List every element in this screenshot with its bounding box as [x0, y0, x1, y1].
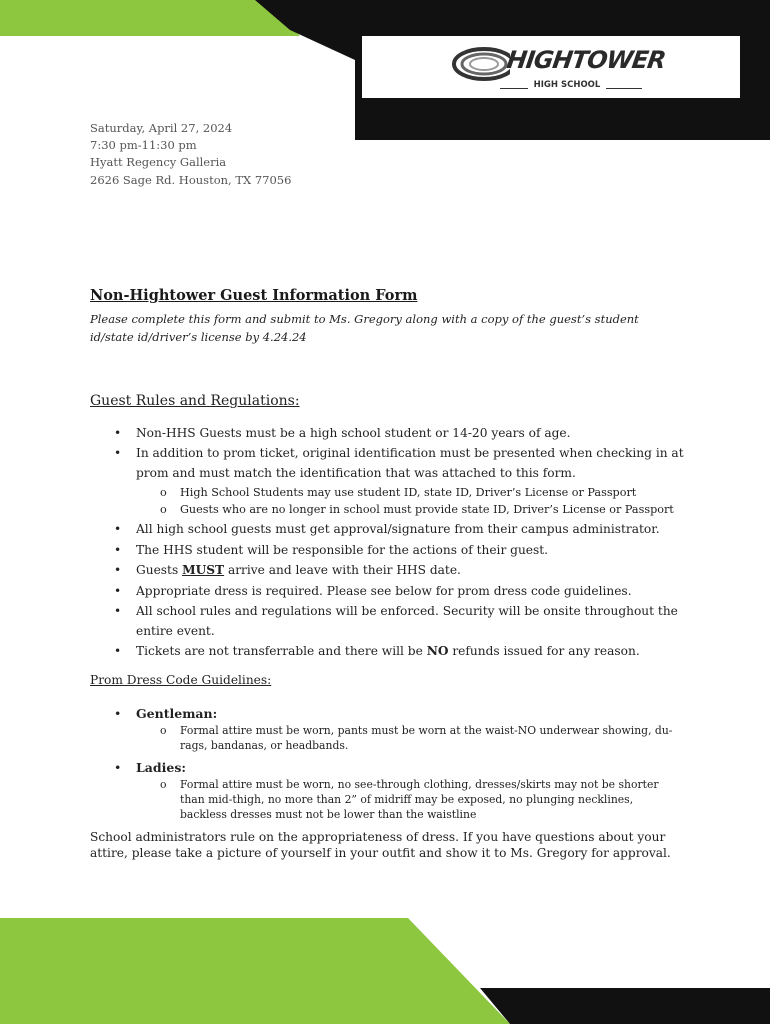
rule-text-post: refunds issued for any reason.	[448, 643, 640, 658]
list-item	[110, 561, 690, 581]
dress-code-list	[110, 705, 690, 822]
bottom-black-band	[480, 988, 770, 1024]
sub-rule-text: Guests who are no longer in school must provide state ID, Driver’s License or Passport	[180, 503, 674, 517]
list-item	[110, 642, 690, 662]
list-item	[110, 602, 690, 641]
ladies-guideline	[110, 777, 680, 822]
circle-bullet-icon: o	[160, 724, 167, 737]
bullet-icon: •	[114, 706, 122, 721]
event-date: Saturday, April 27, 2024	[90, 121, 233, 135]
logo-rule-right	[606, 88, 642, 89]
bullet-icon: •	[114, 522, 122, 537]
dress-code-heading: Prom Dress Code Guidelines:	[90, 673, 272, 687]
no-emphasis: NO	[426, 643, 449, 658]
rule-text: In addition to prom ticket, original identification must be presented when checking in at prom and must match the identification that was attached to this form.	[136, 446, 684, 480]
rules-list	[110, 424, 690, 662]
sub-rule-text: High School Students may use student ID, state ID, Driver’s License or Passport	[180, 486, 637, 500]
rule-text-pre: Tickets are not transferrable and there will be	[136, 643, 427, 658]
bullet-icon: •	[114, 542, 122, 557]
logo-wordmark: HIGHTOWER	[505, 46, 667, 74]
top-green-band	[0, 0, 300, 36]
list-item	[110, 541, 690, 561]
event-venue: Hyatt Regency Galleria	[90, 155, 227, 170]
logo-rule-left	[500, 88, 528, 89]
dress-category-ladies	[110, 759, 690, 777]
bullet-icon: •	[114, 426, 122, 440]
event-time: 7:30 pm-11:30 pm	[90, 138, 197, 153]
bullet-icon: •	[114, 583, 122, 598]
rule-text-pre: Guests	[136, 563, 183, 578]
rules-heading: Guest Rules and Regulations:	[90, 393, 300, 409]
circle-bullet-icon: o	[160, 486, 167, 500]
gentleman-text: Formal attire must be worn, pants must be worn at the waist-NO underwear showing, du-rags, bandanas, or headbands.	[180, 724, 673, 752]
event-address: 2626 Sage Rd. Houston, TX 77056	[90, 172, 292, 187]
bullet-icon: •	[114, 760, 122, 775]
gentleman-guideline	[110, 723, 680, 753]
sub-list-item	[110, 484, 690, 501]
rule-text: All high school guests must get approval/signature from their campus administrator.	[136, 522, 660, 537]
list-item	[110, 520, 690, 540]
sub-list-item	[110, 501, 690, 518]
logo-subtitle: HIGH SCHOOL	[533, 80, 601, 90]
form-instructions: Please complete this form and submit to Ms. Gregory along with a copy of the guest’s student id/state id/driver’s license by 4.24.24	[90, 312, 639, 344]
list-item	[110, 444, 690, 483]
closing-paragraph: School administrators rule on the appropriateness of dress. If you have questions about your attire, please take a picture of yourself in your outfit and show it to Ms. Gregory for approval.	[90, 830, 671, 860]
bullet-icon: •	[114, 446, 122, 461]
list-item	[110, 582, 690, 602]
bottom-green-band	[0, 918, 510, 1024]
gentleman-label: Gentleman:	[136, 706, 218, 721]
list-item	[110, 424, 690, 444]
circle-bullet-icon: o	[160, 778, 167, 791]
rule-text-post: arrive and leave with their HHS date.	[224, 563, 461, 578]
circle-bullet-icon: o	[160, 503, 167, 517]
must-emphasis: MUST	[182, 563, 225, 578]
ladies-text: Formal attire must be worn, no see-through clothing, dresses/skirts may not be shorter than mid-thigh, no more than 2” of midriff may be exposed, no plunging necklines, backless dresses must not be lower than the waistline	[180, 778, 659, 821]
rule-text: Appropriate dress is required. Please see below for prom dress code guidelines.	[136, 583, 632, 598]
bullet-icon: •	[114, 563, 122, 578]
bullet-icon: •	[114, 643, 122, 658]
rule-text: Non-HHS Guests must be a high school student or 14-20 years of age.	[136, 426, 571, 440]
bullet-icon: •	[114, 603, 122, 618]
event-details	[90, 120, 291, 189]
rule-text: The HHS student will be responsible for the actions of their guest.	[136, 542, 549, 557]
form-title: Non-Hightower Guest Information Form	[90, 287, 418, 304]
dress-category-gentleman	[110, 705, 690, 723]
rule-text: All school rules and regulations will be enforced. Security will be onsite throughout the entire event.	[136, 603, 678, 638]
ladies-label: Ladies:	[136, 760, 186, 775]
logo	[362, 36, 740, 98]
